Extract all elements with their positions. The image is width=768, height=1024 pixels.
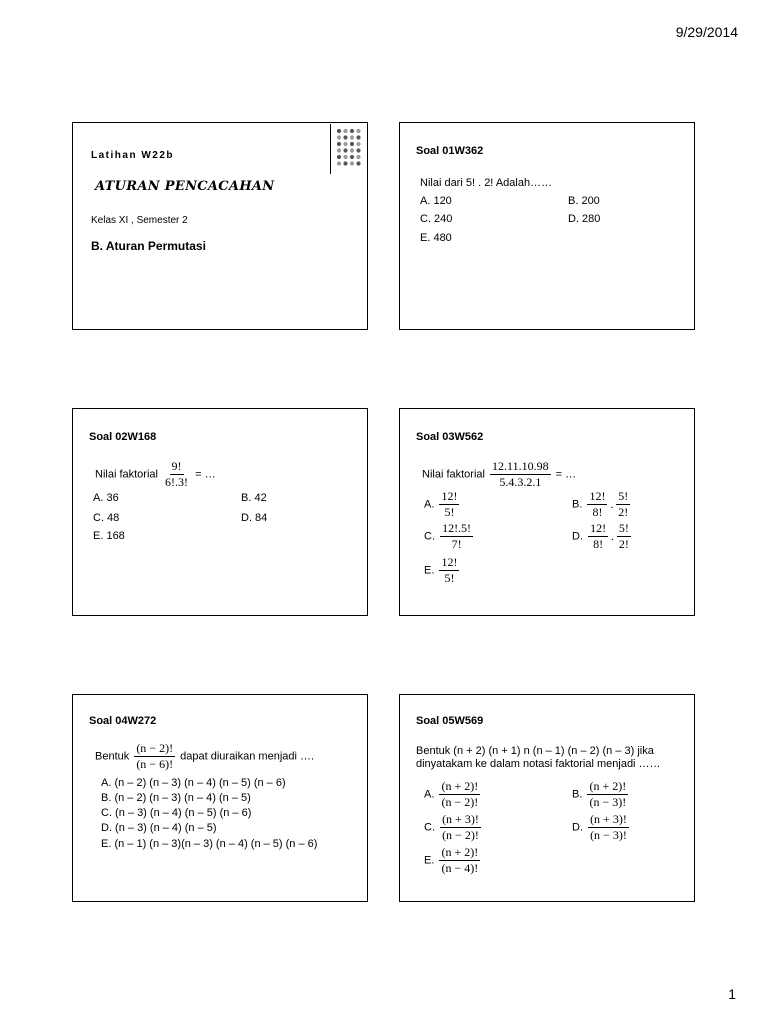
fraction-numerator: 12! [590, 521, 607, 535]
option-b [572, 779, 630, 810]
fraction-numerator: 12!.5! [442, 521, 472, 535]
option-b-label: B. [572, 498, 583, 511]
multiply-dot: . [611, 530, 614, 543]
fraction-denominator: 5! [444, 505, 455, 519]
option-e-fraction [439, 555, 459, 586]
option-a: A. (n – 2) (n – 3) (n – 4) (n – 5) (n – 6) [101, 777, 286, 789]
fraction-numerator: 9! [171, 459, 182, 473]
fraction-denominator: 2! [618, 505, 629, 519]
fraction-denominator: 8! [592, 505, 603, 519]
slide-3-title: Soal 02W168 [89, 431, 157, 443]
grid-dot [350, 155, 354, 159]
option-a-fraction [439, 779, 480, 810]
factorial-fraction [163, 459, 190, 490]
grid-dot [350, 129, 354, 133]
grid-dot [337, 142, 341, 146]
factorial-fraction [134, 741, 175, 772]
slide-6-title: Soal 05W569 [416, 715, 484, 727]
option-d-fraction-1 [588, 521, 608, 552]
multiply-dot: . [610, 498, 614, 511]
option-a: A. 120 [420, 195, 452, 207]
grid-dot [356, 135, 360, 139]
grid-dot [350, 142, 354, 146]
option-c-label: C. [424, 821, 435, 834]
option-a-label: A. [424, 788, 435, 801]
fraction-numerator: (n + 2)! [441, 779, 479, 793]
fraction-denominator: (n − 3)! [589, 795, 627, 809]
option-d-label: D. [572, 530, 583, 543]
grid-dot [350, 148, 354, 152]
grid-dot [356, 155, 360, 159]
grid-dot [337, 129, 341, 133]
option-e [424, 555, 461, 586]
option-a: A. 36 [93, 492, 119, 504]
option-c: C. 240 [420, 213, 453, 225]
option-e: E. (n – 1) (n – 3)(n – 3) (n – 4) (n – 5) (n – 6) [101, 838, 318, 850]
option-b: B. (n – 2) (n – 3) (n – 4) (n – 5) [101, 792, 251, 804]
fraction-numerator: 5! [618, 489, 629, 503]
grid-dot [343, 161, 347, 165]
option-d: D. (n – 3) (n – 4) (n – 5) [101, 822, 217, 834]
grid-dot [356, 161, 360, 165]
option-d-fraction-2 [617, 521, 631, 552]
option-a-fraction [439, 489, 459, 520]
option-e-label: E. [424, 854, 435, 867]
fraction-numerator: (n + 2)! [589, 779, 627, 793]
slide-6 [399, 694, 695, 902]
fraction-denominator: 5.4.3.2.1 [499, 475, 542, 489]
slide-4 [399, 408, 695, 616]
grid-dot [343, 155, 347, 159]
fraction-numerator: (n − 2)! [136, 741, 174, 755]
grid-dot [337, 148, 341, 152]
fraction-denominator: 2! [618, 537, 629, 551]
fraction-numerator: 12! [441, 555, 458, 569]
slide-4-question [422, 459, 576, 490]
option-b-fraction [587, 779, 628, 810]
option-b: B. 42 [241, 492, 267, 504]
fraction-denominator: (n − 2)! [441, 795, 479, 809]
option-c-fraction [440, 521, 473, 552]
option-e [424, 845, 482, 876]
slide-4-title: Soal 03W562 [416, 431, 484, 443]
grid-dot [350, 161, 354, 165]
grid-dot [343, 148, 347, 152]
option-d-fraction [588, 812, 629, 843]
grid-dot [350, 135, 354, 139]
slide-1-label: Latihan W22b [91, 150, 175, 161]
grid-dot [343, 129, 347, 133]
option-b [572, 489, 632, 520]
option-d [572, 812, 631, 843]
question-suffix: = … [555, 468, 577, 481]
grid-dot [337, 161, 341, 165]
option-c: C. (n – 3) (n – 4) (n – 5) (n – 6) [101, 807, 252, 819]
fraction-numerator: (n + 3)! [442, 812, 479, 826]
fraction-numerator: (n + 2)! [441, 845, 479, 859]
slide-3-question [95, 459, 216, 490]
grid-dot [356, 129, 360, 133]
fraction-denominator: 8! [593, 537, 604, 551]
slide-2 [399, 122, 695, 330]
question-prefix: Nilai faktorial [95, 468, 158, 481]
fraction-denominator: 5! [444, 571, 455, 585]
option-b-fraction-1 [587, 489, 607, 520]
option-b: B. 200 [568, 195, 600, 207]
grid-dot [356, 148, 360, 152]
option-c [424, 812, 483, 843]
option-d: D. 84 [241, 512, 268, 524]
option-c [424, 521, 475, 552]
fraction-numerator: (n + 3)! [590, 812, 627, 826]
grid-dot [356, 142, 360, 146]
grid-dot [343, 135, 347, 139]
page-number: 1 [728, 986, 736, 1002]
fraction-denominator: 6!.3! [165, 475, 189, 489]
slide-5-question [95, 741, 314, 772]
option-b-fraction-2 [616, 489, 630, 520]
slide-3 [72, 408, 368, 616]
grid-dot [343, 142, 347, 146]
slide-6-question-line-2: dinyatakam ke dalam notasi faktorial menjadi …… [416, 758, 661, 770]
grid-dot [337, 135, 341, 139]
header-date: 9/29/2014 [675, 24, 738, 40]
question-suffix: = … [195, 468, 216, 481]
option-a-label: A. [424, 498, 435, 511]
slide-2-question: Nilai dari 5! . 2! Adalah…… [420, 177, 553, 189]
slide-1-kelas: Kelas XI , Semester 2 [91, 215, 188, 226]
question-suffix: dapat diuraikan menjadi …. [180, 750, 315, 763]
question-prefix: Bentuk [95, 750, 130, 763]
fraction-denominator: 7! [451, 537, 462, 551]
fraction-numerator: 5! [618, 521, 629, 535]
fraction-numerator: 12.11.10.98 [492, 459, 549, 473]
option-e-label: E. [424, 564, 435, 577]
slide-1 [72, 122, 368, 330]
option-e: E. 480 [420, 232, 452, 244]
option-d [572, 521, 633, 552]
slide-5 [72, 694, 368, 902]
fraction-denominator: (n − 4)! [441, 861, 479, 875]
question-prefix: Nilai faktorial [422, 468, 485, 481]
option-a [424, 779, 482, 810]
option-e-fraction [439, 845, 480, 876]
option-c: C. 48 [93, 512, 120, 524]
option-d-label: D. [572, 821, 583, 834]
fraction-numerator: 12! [589, 489, 606, 503]
slide-5-title: Soal 04W272 [89, 715, 157, 727]
grid-dot [337, 155, 341, 159]
option-b-label: B. [572, 788, 583, 801]
slide-1-section: B. Aturan Permutasi [91, 239, 206, 253]
option-c-fraction [440, 812, 481, 843]
option-c-label: C. [424, 530, 435, 543]
fraction-denominator: (n − 3)! [590, 828, 627, 842]
decorative-divider [330, 124, 331, 174]
slide-2-title: Soal 01W362 [416, 145, 484, 157]
fraction-denominator: (n − 6)! [136, 757, 174, 771]
slide-6-question-line-1: Bentuk (n + 2) (n + 1) n (n – 1) (n – 2) (n – 3) jika [416, 745, 654, 757]
option-e: E. 168 [93, 530, 125, 542]
fraction-denominator: (n − 2)! [442, 828, 479, 842]
dot-grid-icon [336, 128, 362, 168]
option-d: D. 280 [568, 213, 601, 225]
factorial-fraction [490, 459, 551, 490]
option-a [424, 489, 461, 520]
slide-1-title: ATURAN PENCACAHAN [95, 179, 275, 194]
fraction-numerator: 12! [441, 489, 458, 503]
